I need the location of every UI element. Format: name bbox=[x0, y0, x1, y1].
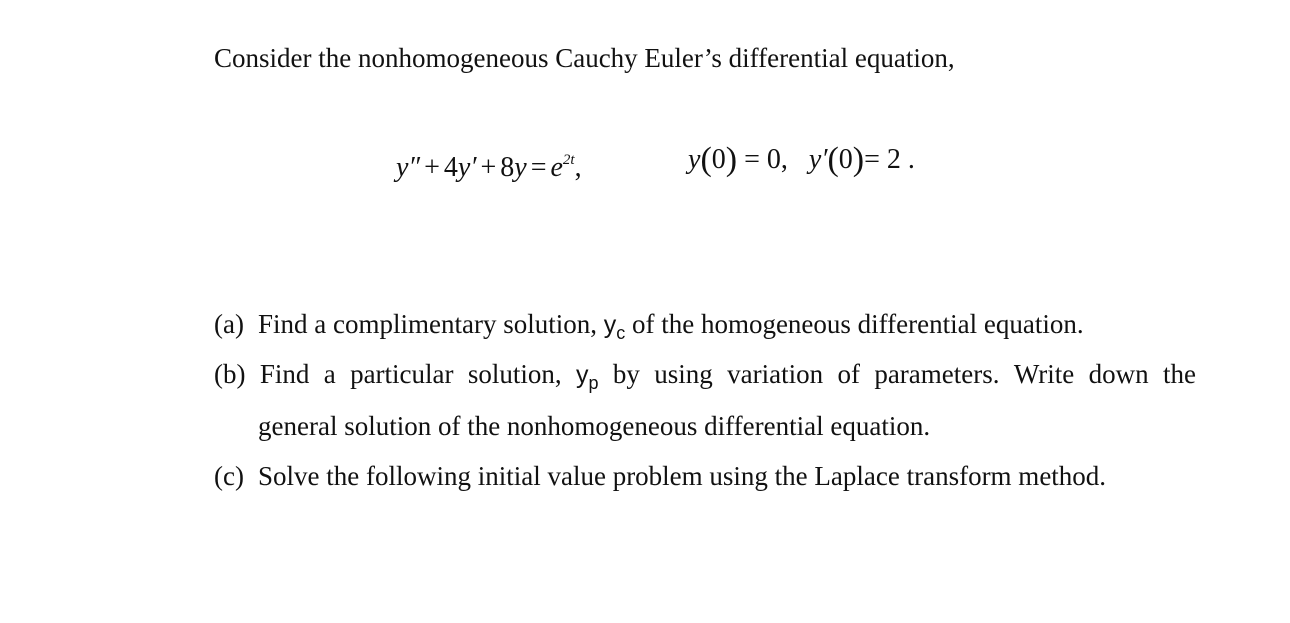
eq-y: y bbox=[514, 152, 527, 183]
question-b-word: Find bbox=[259, 359, 310, 389]
differential-equation bbox=[396, 140, 582, 188]
question-b-variable: y bbox=[576, 361, 589, 389]
ic1-open-paren: ( bbox=[700, 141, 712, 178]
eq-equals: = bbox=[530, 152, 547, 183]
question-b-word: of bbox=[837, 359, 860, 389]
question-b-word: variation bbox=[727, 359, 824, 389]
question-b-line-2: general solution of the nonhomogeneous differential equation. bbox=[258, 411, 931, 441]
eq-rhs-base: e bbox=[550, 152, 563, 183]
ic1-value: = 0, bbox=[744, 144, 788, 175]
question-b-word: using bbox=[654, 359, 713, 389]
question-a-text-2: of the homogeneous differential equation. bbox=[631, 309, 1084, 339]
question-a bbox=[214, 306, 1084, 351]
ic1-function: y bbox=[688, 144, 701, 175]
ic2-open-paren: ( bbox=[827, 141, 839, 178]
question-a-variable: y bbox=[603, 311, 617, 339]
initial-conditions bbox=[688, 140, 915, 180]
question-a-subscript: c bbox=[616, 323, 626, 343]
ic2-argument: 0 bbox=[838, 144, 853, 175]
intro-text: Consider the nonhomogeneous Cauchy Euler’s differential equation, bbox=[214, 43, 955, 73]
question-b-line-1 bbox=[214, 356, 1196, 401]
eq-y-prime: y′ bbox=[457, 152, 477, 183]
question-b-word: the bbox=[1162, 359, 1196, 389]
question-a-text-1: Find a complimentary solution, bbox=[258, 309, 597, 339]
question-c bbox=[214, 458, 1106, 494]
ic1-close-paren: ) bbox=[725, 141, 738, 178]
eq-comma: , bbox=[574, 152, 582, 183]
question-c-text: Solve the following initial value problem using the Laplace transform method. bbox=[258, 461, 1107, 491]
ic2-close-paren: ) bbox=[852, 141, 865, 178]
eq-plus-1: + bbox=[424, 152, 440, 183]
question-b-word: by bbox=[612, 359, 640, 389]
question-b-subscript: p bbox=[588, 373, 599, 393]
question-b-word: solution, bbox=[467, 359, 562, 389]
question-c-label: (c) bbox=[214, 461, 244, 491]
question-b-word: a bbox=[323, 359, 336, 389]
ic2-function: y′ bbox=[808, 144, 828, 175]
eq-rhs-exponent: 2t bbox=[562, 152, 575, 168]
ic2-value: = 2 . bbox=[864, 144, 915, 175]
question-b-word: Write bbox=[1013, 359, 1075, 389]
eq-plus-2: + bbox=[480, 152, 497, 183]
question-b-word: parameters. bbox=[874, 359, 1000, 389]
question-b-variable-group bbox=[576, 356, 599, 401]
eq-coef-1: 4 bbox=[443, 152, 458, 183]
eq-coef-2: 8 bbox=[500, 152, 515, 183]
question-a-label: (a) bbox=[214, 309, 244, 339]
eq-y-double-prime: y″ bbox=[396, 152, 421, 183]
question-b-word: particular bbox=[350, 359, 454, 389]
ic1-argument: 0 bbox=[711, 144, 726, 175]
question-b-label: (b) bbox=[214, 359, 246, 389]
question-b-word: down bbox=[1088, 359, 1149, 389]
